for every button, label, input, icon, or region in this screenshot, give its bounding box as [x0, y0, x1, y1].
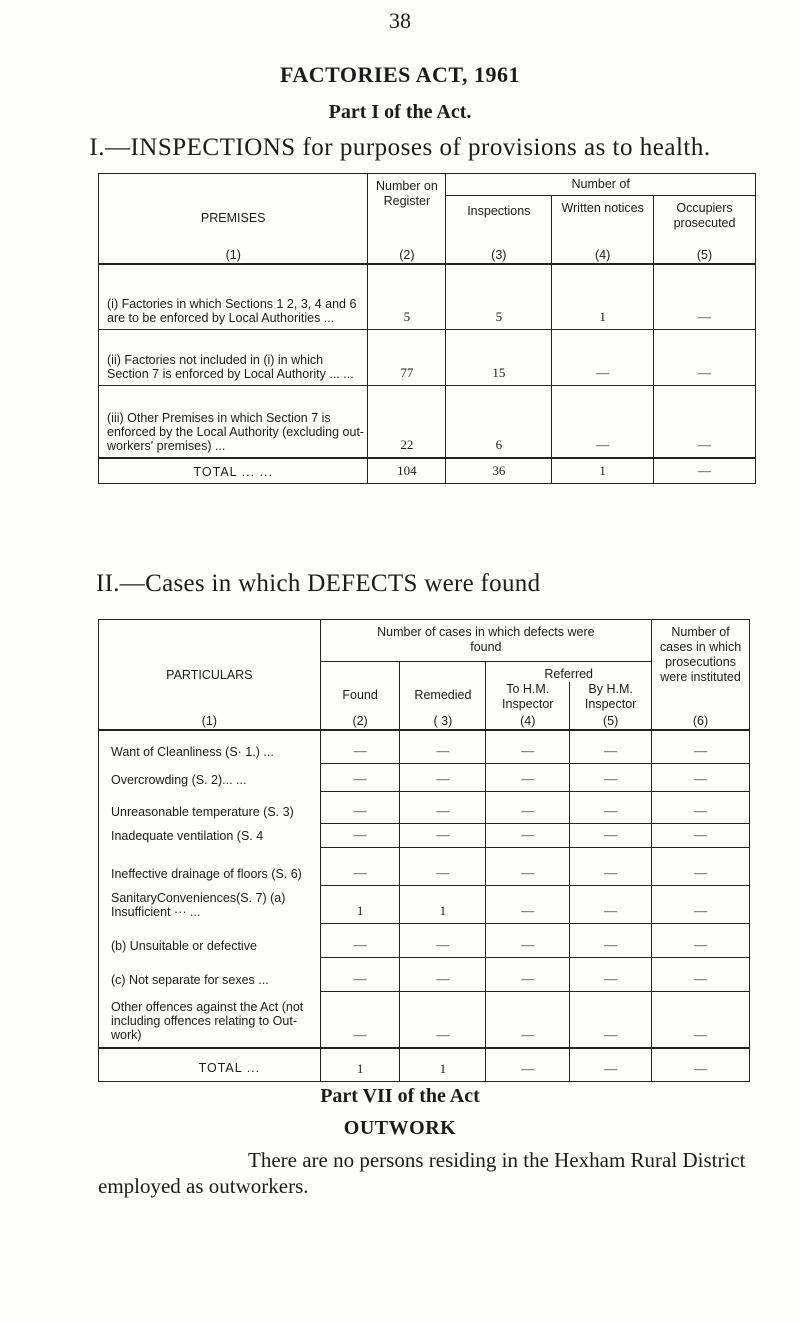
- register-cell: 22: [368, 386, 446, 458]
- table-row: [99, 992, 750, 1048]
- prosecutions-total: —: [652, 1048, 750, 1082]
- referred-header: Referred: [486, 662, 652, 682]
- premises-label: (iii) Other Premises in which Section 7 is enforced by the Local Authority (excluding out-workers' premises) ...: [99, 386, 368, 458]
- found-cell: —: [320, 848, 400, 886]
- premises-label: (i) Factories in which Sections 1 2, 3, 4 and 6 are to be enforced by Local Authorities ...: [99, 264, 368, 330]
- particulars-col-num: (1): [99, 712, 321, 730]
- register-cell: 77: [368, 330, 446, 386]
- found-cell: —: [320, 792, 400, 824]
- by-hm-cell: —: [570, 958, 652, 992]
- to-hm-cell: —: [486, 886, 570, 924]
- to-hm-cell: —: [486, 848, 570, 886]
- number-of-header: Number of: [446, 174, 756, 196]
- to-hm-cell: —: [486, 764, 570, 792]
- prosecutions-cell: —: [652, 924, 750, 958]
- to-hm-header: To H.M. Inspector: [486, 682, 570, 712]
- found-cell: —: [320, 992, 400, 1048]
- remedied-cell: —: [400, 824, 486, 848]
- premises-label: (ii) Factories not included in (i) in which Section 7 is enforced by Local Authority ... ...: [99, 330, 368, 386]
- particulars-label: (b) Unsuitable or defective: [99, 924, 321, 958]
- to-hm-cell: —: [486, 730, 570, 764]
- prosecutions-cell: —: [652, 958, 750, 992]
- remedied-cell: —: [400, 924, 486, 958]
- remedied-total: 1: [400, 1048, 486, 1082]
- by-hm-cell: —: [570, 886, 652, 924]
- found-cell: —: [320, 764, 400, 792]
- total-label: TOTAL ... ...: [99, 458, 368, 484]
- by-hm-cell: —: [570, 730, 652, 764]
- outwork-heading: OUTWORK: [343, 1117, 457, 1139]
- inspections-cell: 5: [446, 264, 552, 330]
- inspections-total: 36: [446, 458, 552, 484]
- occupiers-prosecuted-header: Occupiers prosecuted: [654, 196, 756, 246]
- remedied-cell: —: [400, 730, 486, 764]
- notices-total: 1: [552, 458, 654, 484]
- found-col-num: (2): [320, 712, 400, 730]
- inspections-table: [98, 173, 756, 484]
- defects-table: [98, 619, 750, 1082]
- prosecutions-header: Number of cases in which prosecutions were instituted: [652, 620, 750, 712]
- notices-cell: 1: [552, 264, 654, 330]
- found-cell: 1: [320, 886, 400, 924]
- to-hm-cell: —: [486, 958, 570, 992]
- remedied-cell: —: [400, 992, 486, 1048]
- table-row: [99, 792, 750, 824]
- prosecutions-col-num: (6): [652, 712, 750, 730]
- table-row: [99, 264, 756, 330]
- by-hm-cell: —: [570, 848, 652, 886]
- prosecutions-cell: —: [652, 824, 750, 848]
- table-total-row: [99, 458, 756, 484]
- by-hm-cell: —: [570, 764, 652, 792]
- remedied-col-num: ( 3): [400, 712, 486, 730]
- particulars-label: SanitaryConveniences(S. 7) (a) Insufficient ··· ...: [99, 886, 321, 924]
- register-total: 104: [368, 458, 446, 484]
- to-hm-cell: —: [486, 792, 570, 824]
- prosecutions-cell: —: [652, 792, 750, 824]
- inspections-cell: 15: [446, 330, 552, 386]
- table-row: [99, 958, 750, 992]
- prosecutions-cell: —: [652, 992, 750, 1048]
- to-hm-cell: —: [486, 824, 570, 848]
- notices-cell: —: [552, 386, 654, 458]
- to-hm-total: —: [486, 1048, 570, 1082]
- by-hm-cell: —: [570, 792, 652, 824]
- to-hm-cell: —: [486, 992, 570, 1048]
- notices-cell: —: [552, 330, 654, 386]
- register-cell: 5: [368, 264, 446, 330]
- defects-heading: II.—Cases in which DEFECTS were found: [96, 570, 541, 597]
- particulars-label: Overcrowding (S. 2)... ...: [99, 764, 321, 792]
- total-label: TOTAL ...: [99, 1048, 321, 1082]
- page-number: 38: [389, 8, 411, 33]
- to-hm-col-num: (4): [486, 712, 570, 730]
- inspections-col-num: (3): [446, 246, 552, 264]
- by-hm-col-num: (5): [570, 712, 652, 730]
- found-total: 1: [320, 1048, 400, 1082]
- found-cell: —: [320, 824, 400, 848]
- register-header: Number on Register: [368, 174, 446, 246]
- prosecuted-cell: —: [654, 264, 756, 330]
- inspections-heading: I.—INSPECTIONS for purposes of provisions as to health.: [89, 134, 711, 161]
- table-total-row: [99, 1048, 750, 1082]
- particulars-label: Inadequate ventilation (S. 4: [99, 824, 321, 848]
- found-cell: —: [320, 958, 400, 992]
- part-one-heading: Part I of the Act.: [328, 101, 472, 123]
- remedied-cell: —: [400, 958, 486, 992]
- particulars-label: (c) Not separate for sexes ...: [99, 958, 321, 992]
- remedied-cell: 1: [400, 886, 486, 924]
- part-seven-heading: Part VII of the Act: [320, 1085, 480, 1107]
- particulars-label: Other offences against the Act (not including offences relating to Out-work): [99, 992, 321, 1048]
- table-row: [99, 764, 750, 792]
- table-row: [99, 386, 756, 458]
- document-title: FACTORIES ACT, 1961: [280, 62, 520, 87]
- particulars-label: Want of Cleanliness (S· 1.) ...: [99, 730, 321, 764]
- prosecutions-cell: —: [652, 886, 750, 924]
- by-hm-cell: —: [570, 924, 652, 958]
- register-col-num: (2): [368, 246, 446, 264]
- premises-col-num: (1): [99, 246, 368, 264]
- prosecutions-cell: —: [652, 848, 750, 886]
- particulars-label: Ineffective drainage of floors (S. 6): [99, 848, 321, 886]
- prosecutions-cell: —: [652, 730, 750, 764]
- prosecuted-cell: —: [654, 386, 756, 458]
- table-row: [99, 848, 750, 886]
- occupiers-col-num: (5): [654, 246, 756, 264]
- particulars-header: PARTICULARS: [99, 620, 321, 712]
- prosecutions-cell: —: [652, 764, 750, 792]
- table-row: [99, 886, 750, 924]
- notices-col-num: (4): [552, 246, 654, 264]
- remedied-cell: —: [400, 848, 486, 886]
- prosecuted-total: —: [654, 458, 756, 484]
- by-hm-header: By H.M. Inspector: [570, 682, 652, 712]
- remedied-cell: —: [400, 792, 486, 824]
- written-notices-header: Written notices: [552, 196, 654, 246]
- inspections-cell: 6: [446, 386, 552, 458]
- by-hm-cell: —: [570, 992, 652, 1048]
- found-cell: —: [320, 730, 400, 764]
- table-row: [99, 730, 750, 764]
- to-hm-cell: —: [486, 924, 570, 958]
- outwork-paragraph: There are no persons residing in the Hexham Rural District employed as outworkers.: [98, 1148, 746, 1198]
- inspections-header: Inspections: [446, 196, 552, 246]
- by-hm-cell: —: [570, 824, 652, 848]
- table-row: [99, 824, 750, 848]
- premises-header: PREMISES: [99, 174, 368, 246]
- found-header: Found: [320, 662, 400, 712]
- found-cell: —: [320, 924, 400, 958]
- by-hm-total: —: [570, 1048, 652, 1082]
- table-row: [99, 330, 756, 386]
- table-row: [99, 924, 750, 958]
- prosecuted-cell: —: [654, 330, 756, 386]
- number-of-cases-header: Number of cases in which defects were found: [320, 620, 651, 662]
- particulars-label: Unreasonable temperature (S. 3): [99, 792, 321, 824]
- remedied-cell: —: [400, 764, 486, 792]
- remedied-header: Remedied: [400, 662, 486, 712]
